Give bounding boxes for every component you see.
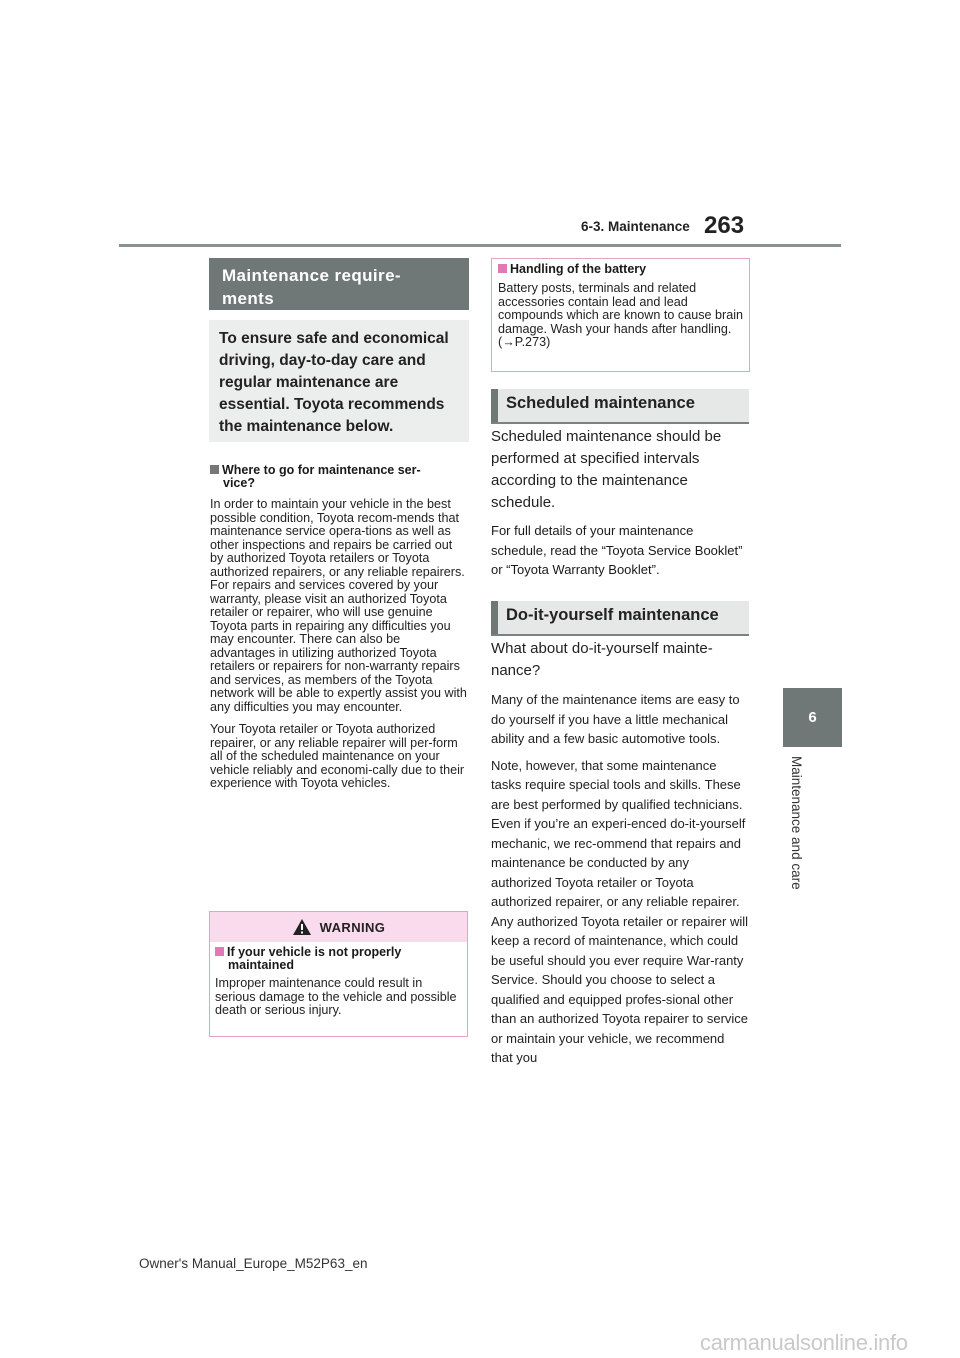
warning-label: WARNING (319, 919, 386, 935)
section-title: 6-3. Maintenance (581, 219, 690, 234)
main-heading (209, 258, 469, 310)
diy-paragraph-1: Many of the maintenance items are easy to do yourself if you have a little mechanical ability and a few basic automotive tools. (491, 692, 740, 746)
where-paragraph-1: In order to maintain your vehicle in the best possible condition, Toyota recom-mends that maintenance service opera-tions as well as other inspections and repairs be carried out by authorized Toyota retailers or Toyota authorized repairers, or any reliable repairers. For repairs and services covered by your warranty, please visit an authorized Toyota retailer or repairer, who will use genuine Toyota parts in repairing any difficulties you may encounter. There can also be advantages in utilizing authorized Toyota retailers or repairers for non-warranty repairs and services, as members of the Toyota network will be able to expertly assist you with any difficulties you may encounter. (210, 497, 467, 714)
scheduled-lead: Scheduled maintenance should be performed at specified intervals according to the maintenance schedule. (491, 428, 722, 511)
chapter-label-text: Maintenance and care (789, 756, 804, 890)
watermark: carmanualsonline.info (700, 1330, 908, 1355)
square-bullet-icon (498, 264, 507, 273)
battery-heading-text: Handling of the battery (510, 262, 647, 276)
scheduled-body: For full details of your maintenance schedule, read the “Toyota Service Booklet” or “Toyota Warranty Booklet”. (491, 523, 743, 577)
warning-body (210, 942, 467, 1018)
where-heading-text: Where to go for maintenance ser- vice? (222, 463, 421, 490)
chapter-tab: 6 (783, 688, 842, 747)
where-paragraph-2: Your Toyota retailer or Toyota authorized repairer, or any reliable repairer will per-form all of the scheduled maintenance on your vehicle reliably and economi-cally due to their experience with Toyota vehicles. (210, 722, 465, 790)
warning-header (210, 912, 467, 942)
footer-doc-id: Owner's Manual_Europe_M52P63_en (139, 1256, 368, 1271)
warning-triangle-icon (292, 918, 312, 936)
page-number: 263 (704, 212, 745, 239)
square-bullet-icon (215, 947, 224, 956)
main-heading-text: Maintenance require- ments (222, 266, 401, 308)
diy-maintenance-heading: Do-it-yourself maintenance (491, 601, 749, 634)
battery-caution-box (491, 258, 750, 372)
diy-paragraph-2: Note, however, that some maintenance tasks require special tools and skills. These are best performed by qualified technicians. Even if you’re an experi-enced do-it-yourself mechanic, we rec-ommend that repairs and maintenance be conducted by any authorized Toyota retailer or Toyota authorized repairer, or any reliable repairer. Any authorized Toyota retailer or repairer will keep a record of maintenance, which could be useful should you ever require War-ranty Service. Should you choose to select a qualified and equipped profes-sional other than an authorized Toyota repairer to service or maintain your vehicle, we recommend that you (491, 757, 749, 1065)
square-bullet-icon (210, 465, 219, 474)
battery-heading (498, 263, 744, 276)
header-rule (119, 244, 841, 247)
intro-box (209, 320, 469, 442)
diy-lead: What about do-it-yourself mainte-nance? (491, 640, 713, 679)
diy-body (491, 690, 749, 1075)
where-section (210, 464, 468, 800)
warning-box (209, 911, 468, 1037)
where-heading (210, 464, 468, 490)
scheduled-maintenance-heading: Scheduled maintenance (491, 389, 749, 422)
intro-text: To ensure safe and economical driving, day-to-day care and regular maintenance are essential. Toyota recommends the maintenance below. (219, 330, 449, 435)
warning-heading (215, 946, 462, 972)
warning-text: Improper maintenance could result in serious damage to the vehicle and possible death or serious injury. (215, 976, 457, 1017)
battery-text: Battery posts, terminals and related accessories contain lead and lead compounds which are known to cause brain damage. Wash your hands after handling. (→P.273) (498, 281, 744, 349)
chapter-label (785, 756, 807, 916)
warning-heading-text: If your vehicle is not properly maintained (227, 945, 402, 972)
